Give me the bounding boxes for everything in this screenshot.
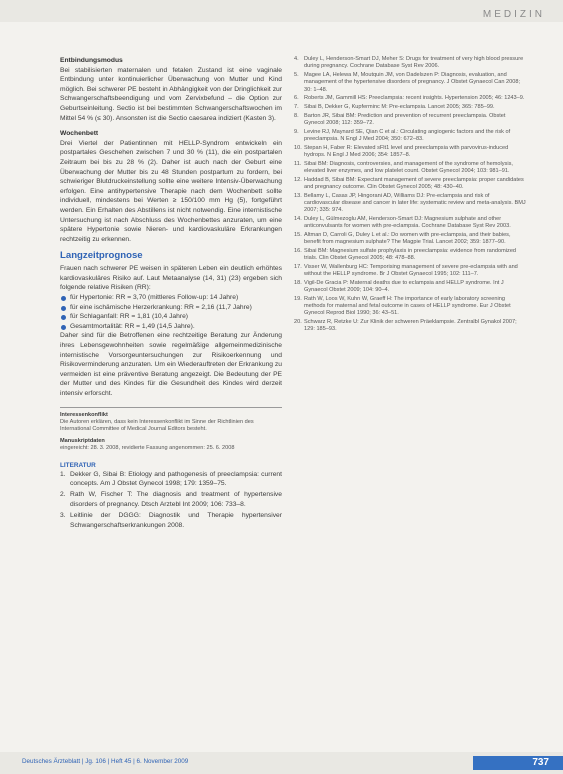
page-number-tab bbox=[473, 756, 563, 770]
subhead-entbindung: Entbindungsmodus bbox=[60, 57, 123, 64]
subhead-wochenbett: Wochenbett bbox=[60, 130, 99, 138]
reference-item bbox=[294, 129, 526, 144]
risk-item: für Schlaganfall: RR = 1,81 (10,4 Jahre) bbox=[60, 312, 282, 322]
reference-text: Sibai BM: Diagnosis, controversies, and management of the syndrome of hemolysis, elevated liver enzymes, and low platelet count. Obstet Gynecol 2004; 103: 981–91. bbox=[304, 160, 513, 174]
risk-item: Gesamtmortalität: RR = 1,49 (14,5 Jahre). bbox=[60, 322, 282, 332]
reference-item bbox=[294, 72, 526, 94]
reference-item bbox=[294, 177, 526, 192]
risk-item: für Hypertonie: RR = 3,70 (mittleres Follow-up: 14 Jahre) bbox=[60, 293, 282, 303]
section-tag: MEDIZIN bbox=[482, 9, 545, 20]
reference-item bbox=[294, 161, 526, 176]
left-column bbox=[60, 56, 282, 532]
reference-text: Barton JR, Sibai BM: Prediction and prevention of recurrent preeclampsia. Obstet Gynecol 2008; 112: 359–72. bbox=[304, 112, 506, 126]
reference-item bbox=[294, 264, 526, 279]
risk-item: für eine ischämische Herzerkrankung: RR = 2,16 (11,7 Jahre) bbox=[60, 303, 282, 313]
reference-item bbox=[60, 511, 282, 530]
reference-text: Dekker G, Sibai B: Etiology and pathogenesis of preeclampsia: current concepts. Am J Obstet Gynecol 1998; 179: 1359–75. bbox=[70, 470, 282, 488]
section-wochenbett bbox=[60, 129, 282, 244]
reference-item bbox=[60, 490, 282, 509]
reference-item bbox=[294, 280, 526, 295]
reference-item bbox=[294, 216, 526, 231]
reference-item bbox=[294, 113, 526, 128]
reference-number: 14. bbox=[294, 215, 302, 222]
reference-number: 18. bbox=[294, 279, 302, 286]
reference-text: Altman D, Carroli G, Duley L et al.: Do women with pre-eclampsia, and their babies, benefit from magnesium sulphate? The Magpie Trial. Lancet 2002; 359: 1877–90. bbox=[304, 231, 511, 246]
reference-number: 2. bbox=[60, 491, 66, 499]
reference-item bbox=[294, 232, 526, 247]
reference-text: Duley L, Gülmezoglu AM, Henderson-Smart DJ: Magnesium sulphate and other anticonvulsants for women with pre-eclampsia. Cochrane Database Syst Rev 2003. bbox=[304, 215, 511, 230]
interest-heading: Interessenkonflikt bbox=[60, 411, 108, 418]
risk-list bbox=[60, 293, 282, 331]
reference-number: 17. bbox=[294, 263, 302, 270]
reference-text: Rath W, Loos W, Kuhn W, Graeff H: The importance of early laboratory screening methods for maternal and fetal outcome in cases of HELLP syndrome. Eur J Obstet Gynecol Reprod Biol 1990; 36: 43–51. bbox=[304, 295, 511, 317]
reference-text: Duley L, Henderson-Smart DJ, Meher S: Drugs for treatment of very high blood pressure during pregnancy. Cochrane Database Syst Rev 2006. bbox=[304, 56, 524, 70]
reference-number: 10. bbox=[294, 144, 302, 151]
reference-text: Visser W, Wallenburg HC: Temporising management of severe pre-eclampsia with and without the HELLP syndrome. Br J Obstet Gynaecol 1995; 102: 111–7. bbox=[304, 263, 518, 278]
reference-item bbox=[294, 248, 526, 263]
reference-number: 20. bbox=[294, 319, 302, 326]
reference-number: 3. bbox=[60, 511, 66, 519]
paragraph-langzeit: Frauen nach schwerer PE weisen in späteren Leben ein deutlich erhöhtes kardiovaskuläres Risiko auf. Laut Metaanalyse (14, 31) (23) ergeben sich folgende relative Risiken (RR): bbox=[60, 265, 282, 292]
reference-number: 8. bbox=[294, 112, 299, 119]
right-column bbox=[294, 56, 526, 335]
reference-number: 6. bbox=[294, 95, 299, 102]
reference-number: 11. bbox=[294, 160, 302, 167]
paragraph-wochenbett: Drei Viertel der Patientinnen mit HELLP-Syndrom entwickeln ein postpartales Geschehen zwischen 7 und 30 % (11), die ein postpartalen Zeitraum bei bis zu 28 % (2). Daher ist auch nach der Geburt eine Überwachung der Mutter bis zu 48 Stunden postpartum zu fordern, bei schwieriger Blutdruckeinstellung sollte eine weitere Intensiv-Überwachung erfolgen. Eine antihypertensive Therapie nach dem Wochenbett sollte individuell, mindestens bei Werten ≥ 150/100 mm Hg (5), fortgeführt werden. Ein Erhalten des Abstillens ist nicht notwendig. Eine internistische Untersuchung ist nach Abschluss des Wochenbettes anzuraten, um eine spätere Hypertonie sowie Nieren- und kardiovaskuläre Erkrankungen rechtzeitig zu erkennen. bbox=[60, 139, 282, 243]
reference-text: Vigil-De Gracia P: Maternal deaths due to eclampsia and HELLP syndrome. Int J Gynaecol Obstet 2009; 104: 90–4. bbox=[304, 279, 504, 294]
manuscript-text: eingereicht: 28. 3. 2008, revidierte Fassung angenommen: 25. 6. 2008 bbox=[60, 445, 235, 452]
reference-item bbox=[294, 319, 526, 334]
reference-text: Haddad B, Sibai BM: Expectant management of severe preeclampsia: proper candidates and pregnancy outcome. Clin Obstet Gynecol 2005; 48: 430–40. bbox=[304, 176, 524, 190]
footer-bar bbox=[0, 752, 563, 774]
reference-text: Sibai B, Dekker G, Kupferminc M: Pre-eclampsia. Lancet 2005; 365: 785–99. bbox=[304, 103, 495, 110]
reference-text: Roberts JM, Gammill HS: Preeclampsia: recent insights. Hypertension 2005; 46: 1243–9. bbox=[304, 95, 525, 102]
reference-number: 1. bbox=[60, 470, 66, 478]
reference-number: 4. bbox=[294, 56, 299, 62]
reference-text: Levine RJ, Maynard SE, Qian C et al.: Circulating angiogenic factors and the risk of preeclampsia. N Engl J Med 2004; 350: 672–83. bbox=[304, 128, 511, 142]
reference-text: Sibai BM: Magnesium sulfate prophylaxis in preeclampsia: evidence from randomized trials. Clin Obstet Gynecol 2005; 48: 478–88. bbox=[304, 247, 517, 262]
journal-citation: Deutsches Ärzteblatt | Jg. 106 | Heft 45 | 6. November 2009 bbox=[22, 758, 189, 765]
interest-box bbox=[60, 407, 282, 453]
reference-item bbox=[294, 56, 526, 71]
section-entbindung bbox=[60, 56, 282, 123]
reference-item bbox=[294, 95, 526, 102]
reference-text: Magee LA, Helewa M, Moutquin JM, von Dadelszen P: Diagnosis, evaluation, and management of the hypertensive disorders of pregnancy. J Obstet Gynaecol Can 2008; 30: 1–48. bbox=[304, 71, 521, 93]
reference-text: Stepan H, Faber R: Elevated sFlt1 level and preeclampsia with parvovirus-induced hydrops. N Engl J Med 2006; 354: 1857–8. bbox=[304, 144, 509, 158]
reference-item bbox=[294, 145, 526, 160]
reference-number: 5. bbox=[294, 71, 299, 78]
reference-text: Rath W, Fischer T: The diagnosis and treatment of hypertensive disorders of pregnancy. Dtsch Arztebl Int 2009; 106: 733–8. bbox=[70, 491, 282, 508]
reference-list-right bbox=[294, 56, 526, 334]
reference-list-left bbox=[60, 470, 282, 530]
reference-item bbox=[294, 296, 526, 318]
reference-item bbox=[294, 193, 526, 215]
reference-number: 19. bbox=[294, 295, 302, 302]
reference-item bbox=[294, 104, 526, 111]
reference-number: 7. bbox=[294, 103, 299, 110]
header-bar bbox=[0, 0, 563, 22]
interest-text: Die Autoren erklären, dass kein Interessenkonflikt im Sinne der Richtlinien des International Committee of Medical Journal Editors besteht. bbox=[60, 418, 254, 432]
reference-text: Schwarz R, Retzke U: Zur Klinik der schweren Präeklampsie. Zentralbl Gynakol 2007; 129: 185–93. bbox=[304, 319, 517, 333]
manuscript-heading: Manuskriptdaten bbox=[60, 438, 105, 445]
reference-number: 9. bbox=[294, 128, 299, 135]
page-number: 737 bbox=[532, 757, 549, 768]
reference-item bbox=[60, 470, 282, 489]
paragraph-langzeit-2: Daher sind für die Betroffenen eine rechtzeitige Beratung zur Änderung ihres Lebensgewohnheiten sowie regelmäßige allgemeinmedizinische internistische Vorsorgeuntersuchungen zur Risikoerkennung und Risikoverminderung anzuraten. Um ein Wiederauftreten der Erkrankung zu vermeiden ist eine präventive Beratung angezeigt. Die Bedeutung der PE der Mutter und des Kindes für die Gesundheit des Kindes wird derzeit intensiv erforscht. bbox=[60, 332, 282, 397]
reference-text: Bellamy L, Casas JP, Hingorani AD, Williams DJ: Pre-eclampsia and risk of cardiovascular disease and cancer in later life: systematic review and meta-analysis. BMJ 2007; 335: 974. bbox=[304, 192, 526, 214]
reference-number: 15. bbox=[294, 231, 302, 238]
reference-number: 16. bbox=[294, 247, 302, 254]
literature-heading: LITERATUR bbox=[60, 461, 96, 469]
reference-number: 13. bbox=[294, 192, 302, 199]
paragraph-entbindung: Bei stabilisierten maternalen und fetalen Zustand ist eine vaginale Entbindung unter kontinuierlicher Überwachung von Mutter und Kind möglich. Bei schwerer PE besteht in Abhängigkeit von der Dringlichkeit zur Schwangerschaftsbeendigung und vom Zervixbefund – die Option zur Geburtseinleitung. Sectio ist bei bestimmten Schwangerschaftswochen im Mittel 54 % (≤ 30). Ansonsten ist die Sectio caesarea indiziert (Kasten 3). bbox=[60, 66, 282, 122]
reference-number: 12. bbox=[294, 176, 302, 183]
heading-langzeitprognose: Langzeitprognose bbox=[60, 250, 143, 262]
reference-text: Leitlinie der DGGG: Diagnostik und Therapie hypertensiver Schwangerschaftserkrankungen 2008. bbox=[70, 511, 282, 529]
